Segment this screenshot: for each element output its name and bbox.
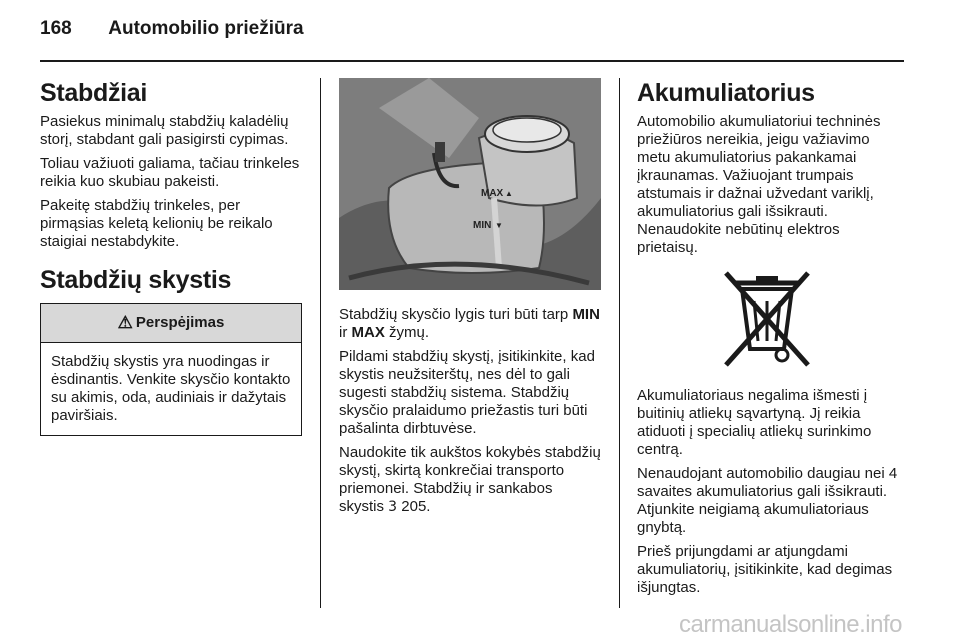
right-column: [637, 78, 903, 603]
warning-text: Stabdžių skystis yra nuodingas ir ėsdinantis. Venkite skysčio kontakto su akimis, oda, audiniais ir dažytais paviršiais.: [51, 353, 291, 424]
min-label: MIN: [473, 220, 492, 231]
fluid-contamination-paragraph: Pildami stabdžių skystį, įsitikinkite, kad skystis neužsiterštų, nes dėl to gali sugesti stabdžių sistema. Stabdžių skysčio pralaidumo priežastis turi būti pašalinta dirbtuvėse.: [339, 348, 595, 437]
left-column: [40, 78, 308, 436]
section-heading-brake-fluid: Stabdžių skystis: [40, 266, 232, 294]
warning-title: Perspėjimas: [135, 314, 225, 331]
max-label: MAX: [481, 188, 504, 199]
header-rule: [40, 60, 904, 62]
watermark: carmanualsonline.info: [679, 611, 902, 638]
reservoir-illustration: [339, 78, 601, 290]
svg-text:▼: ▼: [495, 221, 503, 230]
crossed-bin-icon: [712, 267, 903, 377]
brakes-paragraph-1: Pasiekus minimalų stabdžių kaladėlių storį, stabdant gali pasigirsti cypimas.: [40, 113, 289, 148]
section-heading-battery: Akumuliatorius: [637, 79, 815, 107]
warning-box: [40, 303, 302, 436]
page-number: 168: [40, 18, 72, 39]
fluid-level-paragraph: Stabdžių skysčio lygis turi būti tarp MIN ir MAX žymų.: [339, 306, 600, 341]
battery-paragraph-3: Nenaudojant automobilio daugiau nei 4 savaites akumuliatorius gali išsikrauti. Atjunkite neigiamą akumuliatoriaus gnybtą.: [637, 465, 898, 536]
brakes-paragraph-3: Pakeitę stabdžių trinkeles, per pirmąsias keletą kelionių be reikalo staigiai nestabdykite.: [40, 197, 273, 250]
warning-header: [41, 304, 301, 343]
section-heading-brakes: Stabdžiai: [40, 79, 148, 107]
fluid-quality-paragraph: Naudokite tik aukštos kokybės stabdžių skystį, skirtą konkrečiai transporto priemonei. Stabdžių ir sankabos skystis 3 205.: [339, 444, 601, 515]
brakes-paragraph-2: Toliau važiuoti galiama, tačiau trinkeles reikia kuo skubiau pakeisti.: [40, 155, 300, 190]
page-reference-icon: 3: [388, 499, 398, 515]
middle-column: [339, 78, 601, 522]
battery-paragraph-1: Automobilio akumuliatoriui techninės priežiūros nereikia, jeigu važiavimo metu akumuliatorius pakankamai įkraunamas. Važiuojant trumpais atstumais ir dažnai užvedant variklį, akumuliatorius gali išsikrauti. Nenaudokite nebūtinų elektros prietaisų.: [637, 113, 881, 256]
page-header: [40, 18, 304, 40]
page-title: Automobilio priežiūra: [108, 18, 304, 39]
brake-fluid-reservoir-photo: [339, 78, 601, 290]
svg-text:▲: ▲: [505, 189, 513, 198]
column-divider-left: [320, 78, 321, 608]
battery-paragraph-4: Prieš prijungdami ar atjungdami akumuliatorių, įsitikinkite, kad degimas išjungtas.: [637, 543, 893, 596]
warning-triangle-icon: ⚠: [117, 313, 133, 332]
battery-paragraph-2: Akumuliatoriaus negalima išmesti į buitinių atliekų sąvartyną. Jį reikia atiduoti į specialių atliekų surinkimo centrą.: [637, 387, 872, 458]
column-divider-right: [619, 78, 620, 608]
